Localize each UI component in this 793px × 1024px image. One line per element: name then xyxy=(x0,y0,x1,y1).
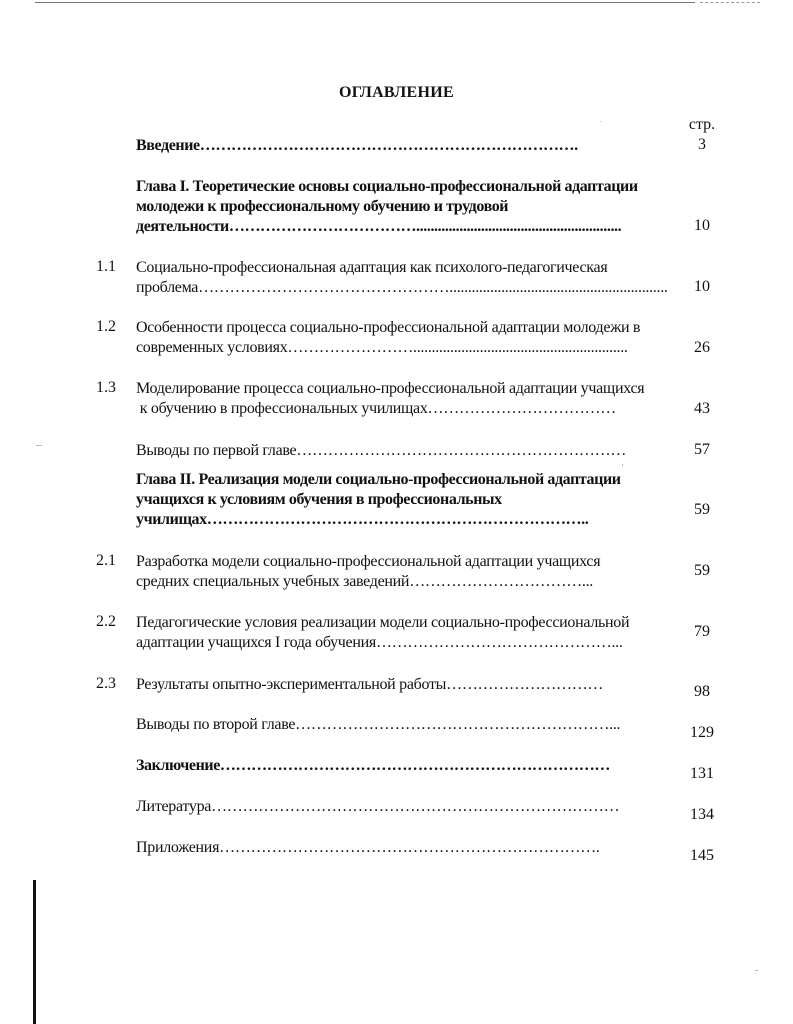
toc-entry-line: Социально-профессиональная адаптация как психолого-педагогическая xyxy=(136,259,608,276)
toc-entry-line: Введение………………………………………………………………. xyxy=(136,137,578,154)
toc-entry-line: деятельности………………………………......................................................... xyxy=(136,218,622,235)
toc-entry-page: 10 xyxy=(694,278,710,295)
toc-entry-number: 2.3 xyxy=(96,675,116,692)
toc-entry-line: Результаты опытно-экспериментальной работы………………………… xyxy=(136,676,604,693)
toc-entry-title xyxy=(136,838,676,858)
toc-entry-title xyxy=(136,318,676,358)
toc-entry-line: учащихся к условиям обучения в профессиональных xyxy=(136,491,502,508)
toc-entry-title xyxy=(136,177,676,237)
toc-entry-number: 2.1 xyxy=(96,552,116,569)
toc-entry-number: 1.1 xyxy=(96,258,116,275)
scan-speck xyxy=(755,970,758,971)
scan-edge-line-dashed xyxy=(700,2,760,4)
page-title: ОГЛАВЛЕНИЕ xyxy=(339,84,454,101)
scan-speck xyxy=(36,445,42,446)
toc-entry-number: 1.2 xyxy=(96,318,116,335)
toc-entry-line: Моделирование процесса социально-профессиональной адаптации учащихся xyxy=(136,380,645,397)
toc-entry-title xyxy=(136,715,676,735)
toc-entry-title xyxy=(136,470,676,530)
toc-entry-line: Выводы по второй главе……………………………………………………... xyxy=(136,716,621,733)
toc-entry-title xyxy=(136,136,676,156)
toc-entry-page: 10 xyxy=(694,217,710,234)
toc-entry-page: 131 xyxy=(690,765,714,782)
toc-entry-line: Заключение………………………………………………………………… xyxy=(136,757,610,774)
toc-entry-page: 79 xyxy=(694,623,710,640)
toc-entry-line: Литература…………………………………………………………………… xyxy=(136,798,620,815)
toc-entry-page: 129 xyxy=(690,724,714,741)
toc-entry-line: Выводы по первой главе……………………………………………………… xyxy=(136,442,627,459)
scan-speck xyxy=(600,121,601,122)
toc-entry-page: 57 xyxy=(694,441,710,458)
toc-entry-line: Приложения………………………………………………………………. xyxy=(136,839,600,856)
toc-entry-line: средних специальных учебных заведений……………………………... xyxy=(136,573,593,590)
toc-entry-line: Особенности процесса социально-профессиональной адаптации молодежи в xyxy=(136,319,641,336)
toc-entry-page: 26 xyxy=(694,339,710,356)
toc-entry-line: к обучению в профессиональных училищах……………………………… xyxy=(136,400,616,417)
toc-entry-page: 134 xyxy=(690,806,714,823)
toc-entry-title xyxy=(136,756,676,776)
toc-entry-title xyxy=(136,552,676,592)
toc-entry-number: 2.2 xyxy=(96,613,116,630)
toc-entry-title xyxy=(136,441,676,461)
toc-entry-line: проблема…………………………………………........................................................... xyxy=(136,279,668,296)
toc-entry-page: 145 xyxy=(690,847,714,864)
page-column-label: стр. xyxy=(688,116,716,133)
toc-entry-line: Педагогические условия реализации модели социально-профессиональной xyxy=(136,614,630,631)
toc-entry-line: адаптации учащихся I года обучения………………………………………... xyxy=(136,634,623,651)
toc-entry-line: Глава II. Реализация модели социально-профессиональной адаптации xyxy=(136,471,621,488)
toc-entry-line: Глава I. Теоретические основы социально-профессиональной адаптации xyxy=(136,178,638,195)
toc-entry-page: 98 xyxy=(694,683,710,700)
toc-entry-page: 3 xyxy=(698,136,706,153)
scan-binding-shadow xyxy=(33,880,36,1024)
toc-entry-line: современных условиях…………………….......................................................... xyxy=(136,339,628,356)
toc-entry-title xyxy=(136,258,676,298)
toc-entry-title xyxy=(136,797,676,817)
toc-entry-line: молодежи к профессиональному обучению и трудовой xyxy=(136,198,509,215)
toc-entry-number: 1.3 xyxy=(96,379,116,396)
toc-entry-line: Разработка модели социально-профессиональной адаптации учащихся xyxy=(136,553,601,570)
toc-entry-page: 59 xyxy=(694,562,710,579)
scan-edge-line xyxy=(35,2,695,3)
scan-speck xyxy=(622,464,623,466)
toc-entry-page: 59 xyxy=(694,501,710,518)
toc-entry-title xyxy=(136,613,676,653)
toc-entry-title xyxy=(136,379,676,419)
toc-entry-line: училищах……………………………………………………………….. xyxy=(136,511,589,528)
toc-entry-title xyxy=(136,675,676,695)
toc-entry-page: 43 xyxy=(694,400,710,417)
